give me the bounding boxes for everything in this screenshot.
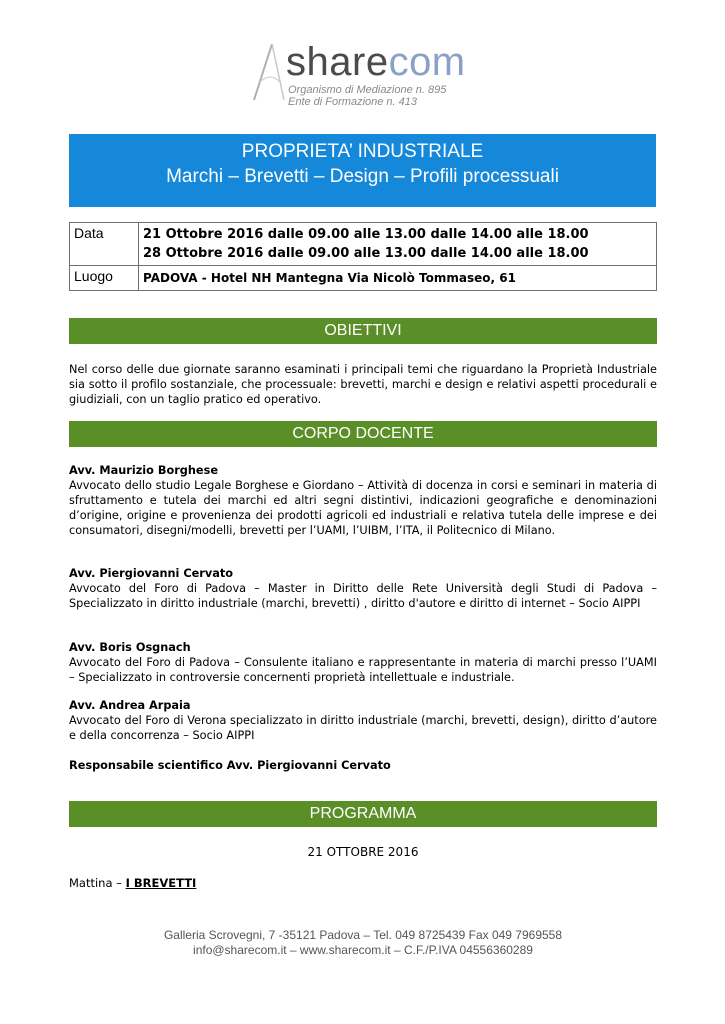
section-header-corpo-docente: CORPO DOCENTE — [69, 421, 657, 447]
docente-bio: Avvocato dello studio Legale Borghese e Giordano – Attività di docenza in corsi e seminari in materia di sfruttamento e tutela dei marchi ed altri segni distintivi, indicazioni geografiche e denominazioni d’origine, origine e provenienza dei prodotti agricoli ed industriali e relativa tutela delle imprese e dei consumatori, disegni/modelli, brevetti per l’UAMI, l’UIBM, l’ITA, il Politecnico di Milano. — [69, 479, 657, 537]
logo-subtitle-1: Organismo di Mediazione n. 895 — [288, 84, 447, 96]
programma-date: 21 OTTOBRE 2016 — [307, 845, 419, 859]
docente-bio: Avvocato del Foro di Verona specializzato in diritto industriale (marchi, brevetti, design), diritto d’autore e della concorrenza – Socio AIPPI — [69, 714, 657, 742]
footer-address: Galleria Scrovegni, 7 -35121 Padova – Tel. 049 8725439 Fax 049 7969558 — [163, 928, 563, 942]
responsabile-scientifico: Responsabile scientifico Avv. Piergiovanni Cervato — [69, 759, 391, 772]
logo-mark-icon — [250, 42, 290, 102]
docente-entry — [69, 698, 657, 743]
luogo-value: PADOVA - Hotel NH Mantegna Via Nicolò Tommaseo, 61 — [139, 266, 657, 291]
footer-contacts: info@sharecom.it – www.sharecom.it – C.F./P.IVA 04556360289 — [193, 943, 533, 957]
section-header-programma: PROGRAMMA — [69, 801, 657, 827]
mattina-prefix: Mattina – — [69, 876, 126, 890]
obiettivi-text: Nel corso delle due giornate saranno esaminati i principali temi che riguardano la Proprietà Industriale sia sotto il profilo sostanziale, che processuale: brevetti, marchi e design e relativi aspetti procedurali e giudiziali, con un taglio pratico ed operativo. — [69, 363, 657, 406]
docente-name: Avv. Piergiovanni Cervato — [69, 567, 234, 580]
docente-bio: Avvocato del Foro di Padova – Consulente italiano e rappresentante in materia di marchi presso l’UAMI – Specializzato in controversie concernenti proprietà intellettuale e industriale. — [69, 656, 657, 684]
course-subtitle: Marchi – Brevetti – Design – Profili processuali — [166, 166, 559, 187]
data-label: Data — [70, 223, 139, 266]
programma-mattina — [69, 876, 196, 890]
course-title: PROPRIETA’ INDUSTRIALE — [241, 141, 484, 162]
docente-entry — [69, 640, 657, 685]
info-table — [69, 222, 657, 291]
logo-subtitle-2: Ente di Formazione n. 413 — [288, 96, 418, 108]
sharecom-logo — [250, 42, 490, 112]
course-title-box — [69, 134, 656, 207]
footer — [69, 928, 657, 958]
docente-entry — [69, 566, 657, 611]
info-row-luogo — [70, 266, 657, 291]
data-line-1: 21 Ottobre 2016 dalle 09.00 alle 13.00 dalle 14.00 alle 18.00 — [143, 227, 589, 242]
data-value — [139, 223, 657, 266]
info-row-data — [70, 223, 657, 266]
docente-name: Avv. Andrea Arpaia — [69, 699, 191, 712]
docente-bio: Avvocato del Foro di Padova – Master in Diritto delle Rete Università degli Studi di Padova – Specializzato in diritto industriale (marchi, brevetti) , diritto d'autore e diritto di internet – Socio AIPPI — [69, 582, 657, 610]
mattina-topic: I BREVETTI — [125, 876, 197, 890]
logo-word-com: com — [388, 40, 466, 84]
docente-name: Avv. Maurizio Borghese — [69, 464, 218, 477]
docente-entry — [69, 463, 657, 538]
logo-word-share: share — [286, 40, 389, 84]
data-line-2: 28 Ottobre 2016 dalle 09.00 alle 13.00 dalle 14.00 alle 18.00 — [143, 246, 589, 261]
logo-wordmark — [286, 40, 466, 85]
section-header-obiettivi: OBIETTIVI — [69, 318, 657, 344]
luogo-label: Luogo — [70, 266, 139, 291]
docente-name: Avv. Boris Osgnach — [69, 641, 191, 654]
